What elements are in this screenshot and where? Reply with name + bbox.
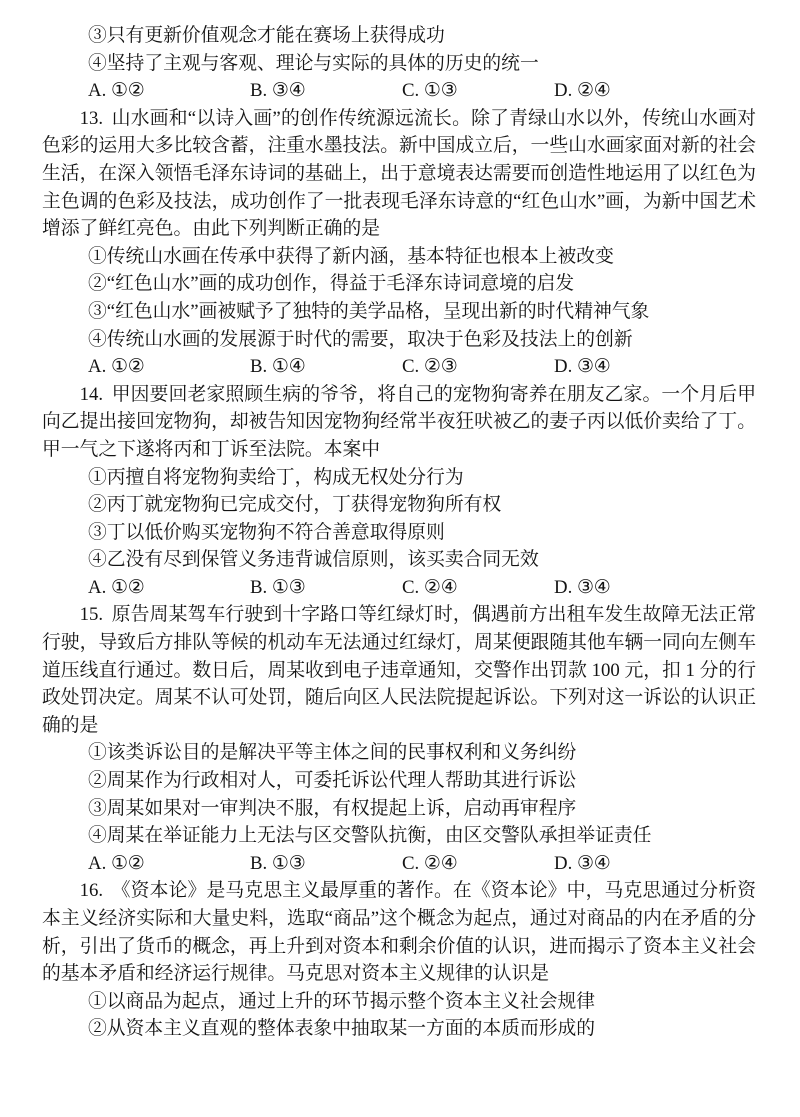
question-16-stem-text: 《资本论》是马克思主义最厚重的著作。在《资本论》中，马克思通过分析资本主义经济实际和大量史料，选取“商品”这个概念为起点，通过对商品的内在矛盾的分析，引出了货币的概念，再上升到对资本和剩余价值的认识，进而揭示了资本主义社会的基本矛盾和经济运行规律。马克思对资本主义规律的认识是 xyxy=(42,880,756,985)
question-12-choice-d: D. ②④ xyxy=(554,80,611,102)
question-13 xyxy=(42,105,756,381)
question-13-choice-b: B. ①④ xyxy=(250,356,306,378)
question-13-option-2: ②“红色山水”画的成功创作，得益于毛泽东诗词意境的启发 xyxy=(88,273,575,295)
question-14-choice-d: D. ③④ xyxy=(554,576,611,598)
question-13-option-1: ①传统山水画在传承中获得了新内涵，基本特征也根本上被改变 xyxy=(88,245,614,267)
question-12-answer-row xyxy=(42,77,756,105)
question-13-stem xyxy=(42,105,756,243)
question-14-option-3: ③丁以低价购买宠物狗不符合善意取得原则 xyxy=(88,521,445,543)
question-12-choice-c: C. ①③ xyxy=(402,80,458,102)
question-15-stem-text: 原告周某驾车行驶到十字路口等红绿灯时，偶遇前方出租车发生故障无法正常行驶，导致后方排队等候的机动车无法通过红绿灯，周某便跟随其他车辆一同向左侧车道压线直行通过。数日后，周某收到电子违章通知，交警作出罚款 100 元，扣 1 分的行政处罚决定。周某不认可处罚，随后向区人民法院提起诉讼。下列对这一诉讼的认识正确的是 xyxy=(42,604,756,736)
question-12-tail xyxy=(42,22,756,105)
question-15-answer-row xyxy=(42,850,756,878)
question-13-number: 13. xyxy=(79,107,104,129)
question-15-choice-b: B. ①③ xyxy=(250,852,306,874)
question-14-choice-a: A. ①② xyxy=(88,576,145,598)
question-14-option-2: ②丙丁就宠物狗已完成交付，丁获得宠物狗所有权 xyxy=(88,494,502,516)
question-13-answer-row xyxy=(42,353,756,381)
question-14-stem-text: 甲因要回老家照顾生病的爷爷，将自己的宠物狗寄养在朋友乙家。一个月后甲向乙提出接回宠物狗，却被告知因宠物狗经常半夜狂吠被乙的妻子丙以低价卖给了丁。甲一气之下遂将丙和丁诉至法院。本案中 xyxy=(42,383,756,460)
question-13-stem-text: 山水画和“以诗入画”的创作传统源远流长。除了青绿山水以外，传统山水画对色彩的运用大多比较含蓄，注重水墨技法。新中国成立后，一些山水画家面对新的社会生活，在深入领悟毛泽东诗词的基础上，出于意境表达需要而创造性地运用了以红色为主色调的色彩及技法，成功创作了一批表现毛泽东诗意的“红色山水”画，为新中国艺术增添了鲜红亮色。由此下列判断正确的是 xyxy=(42,107,756,240)
question-12-choice-b: B. ③④ xyxy=(250,80,306,102)
question-16-option-1: ①以商品为起点，通过上升的环节揭示整个资本主义社会规律 xyxy=(88,990,596,1012)
question-16-number: 16. xyxy=(79,880,104,902)
question-14-option-4: ④乙没有尽到保管义务违背诚信原则，该买卖合同无效 xyxy=(88,549,539,571)
question-13-option-3: ③“红色山水”画被赋予了独特的美学品格，呈现出新的时代精神气象 xyxy=(88,300,650,322)
question-13-choice-c: C. ②③ xyxy=(402,356,458,378)
question-15-choice-c: C. ②④ xyxy=(402,852,458,874)
question-16 xyxy=(42,877,756,1043)
question-15-number: 15. xyxy=(79,604,104,626)
question-13-choice-a: A. ①② xyxy=(88,356,145,378)
question-14-answer-row xyxy=(42,574,756,602)
question-12-choice-a: A. ①② xyxy=(88,80,145,102)
question-16-stem xyxy=(42,877,756,987)
question-15-option-3: ③周某如果对一审判决不服，有权提起上诉，启动再审程序 xyxy=(88,797,577,819)
question-14-number: 14. xyxy=(79,383,104,405)
question-15-stem xyxy=(42,601,756,739)
question-12-option-3: ③只有更新价值观念才能在赛场上获得成功 xyxy=(88,25,445,46)
question-14-choice-c: C. ②④ xyxy=(402,576,458,598)
question-15-choice-d: D. ③④ xyxy=(554,852,611,874)
question-12-option-4: ④坚持了主观与客观、理论与实际的具体的历史的统一 xyxy=(88,52,539,74)
question-14 xyxy=(42,381,756,602)
question-15-option-4: ④周某在举证能力上无法与区交警队抗衡，由区交警队承担举证责任 xyxy=(88,825,652,847)
question-15-option-2: ②周某作为行政相对人，可委托诉讼代理人帮助其进行诉讼 xyxy=(88,770,577,792)
question-15-choice-a: A. ①② xyxy=(88,852,145,874)
question-15-option-1: ①该类诉讼目的是解决平等主体之间的民事权利和义务纠纷 xyxy=(88,742,577,764)
question-15 xyxy=(42,601,756,877)
question-14-option-1: ①丙擅自将宠物狗卖给丁，构成无权处分行为 xyxy=(88,466,464,488)
question-13-choice-d: D. ③④ xyxy=(554,356,611,378)
question-14-choice-b: B. ①③ xyxy=(250,576,306,598)
question-16-option-2: ②从资本主义直观的整体表象中抽取某一方面的本质而形成的 xyxy=(88,1018,596,1040)
question-14-stem xyxy=(42,381,756,464)
question-13-option-4: ④传统山水画的发展源于时代的需要，取决于色彩及技法上的创新 xyxy=(88,328,633,350)
